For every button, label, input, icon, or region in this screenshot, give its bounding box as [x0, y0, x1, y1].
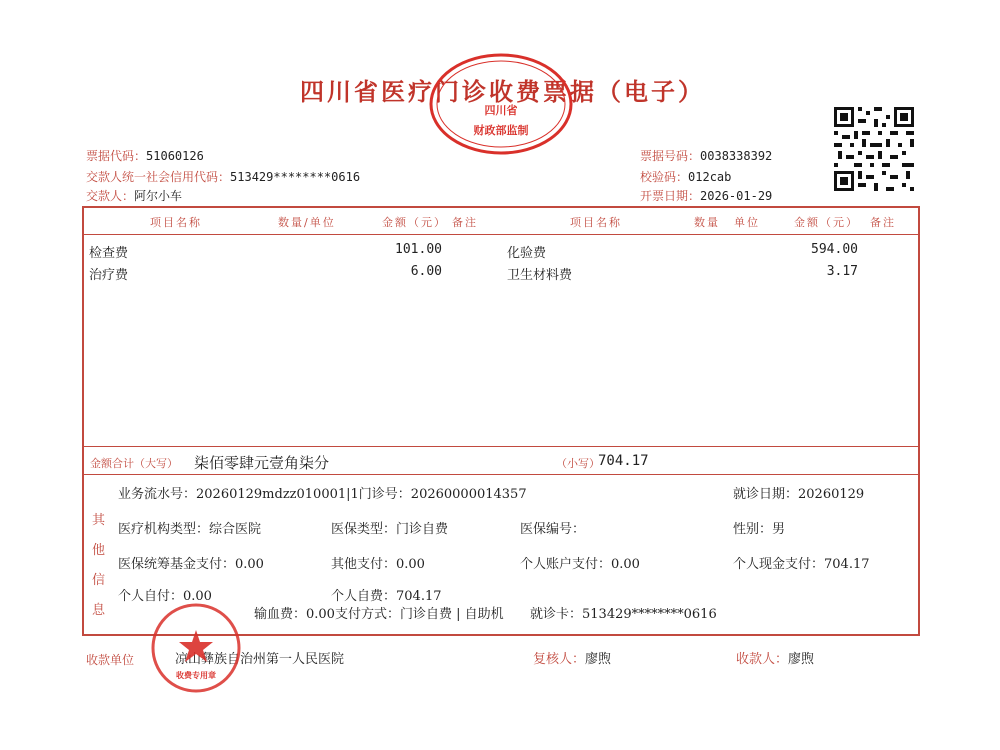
- payer-credit-code: 交款人统一社会信用代码：513429********0616: [86, 170, 361, 184]
- item-name: 化验费: [507, 246, 547, 261]
- header-divider: [84, 234, 918, 235]
- col-header-note-2: 备注: [870, 216, 896, 229]
- visit-card: 就诊卡：513429********0616: [530, 607, 717, 622]
- gender: 性别：男: [733, 522, 786, 537]
- payee-unit: 凉山彝族自治州第一人民医院: [175, 652, 345, 667]
- col-header-amount: 金额（元）: [382, 216, 447, 229]
- col-header-unit-2: 单位: [734, 216, 760, 229]
- receipt-title: 四川省医疗门诊收费票据（电子）: [300, 77, 705, 106]
- col-header-item-2: 项目名称: [570, 216, 622, 229]
- item-amount: 594.00: [811, 242, 858, 257]
- fund-payment: 医保统筹基金支付：0.00: [118, 557, 264, 572]
- check-code: 校验码：012cab: [640, 170, 732, 184]
- item-amount: 3.17: [826, 264, 858, 279]
- serial-number: 业务流水号：20260129mdzz010001|1门诊号：20260000014357: [118, 487, 527, 502]
- other-payment: 其他支付：0.00: [331, 557, 425, 572]
- col-header-qty: 数量/单位: [278, 216, 336, 229]
- col-header-note: 备注: [452, 216, 478, 229]
- cashier: 收款人：廖煦: [736, 652, 815, 667]
- item-name: 治疗费: [89, 268, 129, 283]
- col-header-item: 项目名称: [150, 216, 202, 229]
- insurance-type: 医保类型：门诊自费: [331, 522, 449, 537]
- self-expense: 个人自费：704.17: [331, 589, 442, 604]
- col-header-qty-2: 数量: [694, 216, 720, 229]
- payer-name: 交款人：阿尔小车: [86, 189, 183, 203]
- total-upper-value: 柒佰零肆元壹角柒分: [194, 454, 330, 472]
- item-amount: 101.00: [395, 242, 442, 257]
- issue-date: 开票日期：2026-01-29: [640, 189, 773, 203]
- self-pay: 个人自付：0.00: [118, 589, 212, 604]
- seal-top-line1: 四川省: [484, 104, 518, 117]
- seal-bottom-line: 收费专用章: [176, 671, 216, 680]
- finance-seal-top: [428, 52, 574, 156]
- blood-fee-payment-method: 输血费：0.00支付方式：门诊自费 | 自助机: [254, 607, 504, 622]
- total-upper-label: 金额合计（大写）: [90, 457, 178, 470]
- insurance-number: 医保编号：: [520, 522, 586, 537]
- total-bottom-divider: [84, 474, 918, 475]
- seal-top-line2: 财政部监制: [473, 124, 529, 137]
- bill-number: 票据号码：0038338392: [640, 149, 773, 163]
- item-name: 卫生材料费: [507, 268, 573, 283]
- total-top-divider: [84, 446, 918, 447]
- item-amount: 6.00: [410, 264, 442, 279]
- visit-date: 就诊日期：20260129: [733, 487, 865, 502]
- total-lower-value: 704.17: [598, 453, 649, 469]
- bill-code: 票据代码：51060126: [86, 149, 204, 163]
- col-header-amount-2: 金额（元）: [794, 216, 859, 229]
- account-payment: 个人账户支付：0.00: [520, 557, 640, 572]
- institution-type: 医疗机构类型：综合医院: [118, 522, 262, 537]
- hospital-seal: [150, 602, 242, 694]
- qr-code: [830, 103, 918, 195]
- item-name: 检查费: [89, 246, 129, 261]
- cash-payment: 个人现金支付：704.17: [733, 557, 870, 572]
- payee-unit-label: 收款单位: [86, 653, 135, 667]
- other-info-label: 其 他 信 息: [92, 513, 106, 618]
- reviewer: 复核人：廖煦: [533, 652, 612, 667]
- total-lower-label: （小写）: [556, 457, 600, 470]
